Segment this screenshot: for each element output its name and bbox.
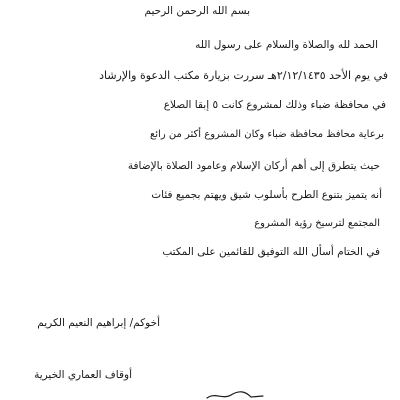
signature-organization: أوقاف العماري الخيرية (34, 369, 132, 381)
closing-line: في الختام أسأل الله التوفيق للقائمين على المكتب (162, 246, 380, 258)
signature-name: أخوكم/ إبراهيم النعيم الكريم (37, 317, 160, 329)
paragraph-2-line-1: حيث يتطرق إلى أهم أركان الإسلام وعامود الصلاة بالإضافة (127, 160, 380, 172)
paragraph-1-line-1: في يوم الأحد ٢/١٢/١٤٣٥هـ سررت بزيارة مكتب الدعوة والإرشاد (99, 69, 388, 82)
signature-scribble (205, 389, 265, 400)
praise-line: الحمد لله والصلاة والسلام على رسول الله (195, 39, 378, 51)
basmala-heading: بسم الله الرحمن الرحيم (144, 5, 250, 17)
paragraph-1-line-3: برعاية محافظ محافظة ضباء وكان المشروع أكثر من رائع (149, 129, 384, 140)
paragraph-1-line-2: في محافظة ضباء وذلك لمشروع كانت ٥ إبقا الصلاع (163, 99, 386, 111)
paragraph-2-line-3: المجتمع لترسيخ رؤية المشروع (254, 218, 380, 229)
paragraph-2-line-2: أنه يتميز بتنوع الطرح بأسلوب شيق ويهتم بجميع فئات (151, 189, 382, 201)
